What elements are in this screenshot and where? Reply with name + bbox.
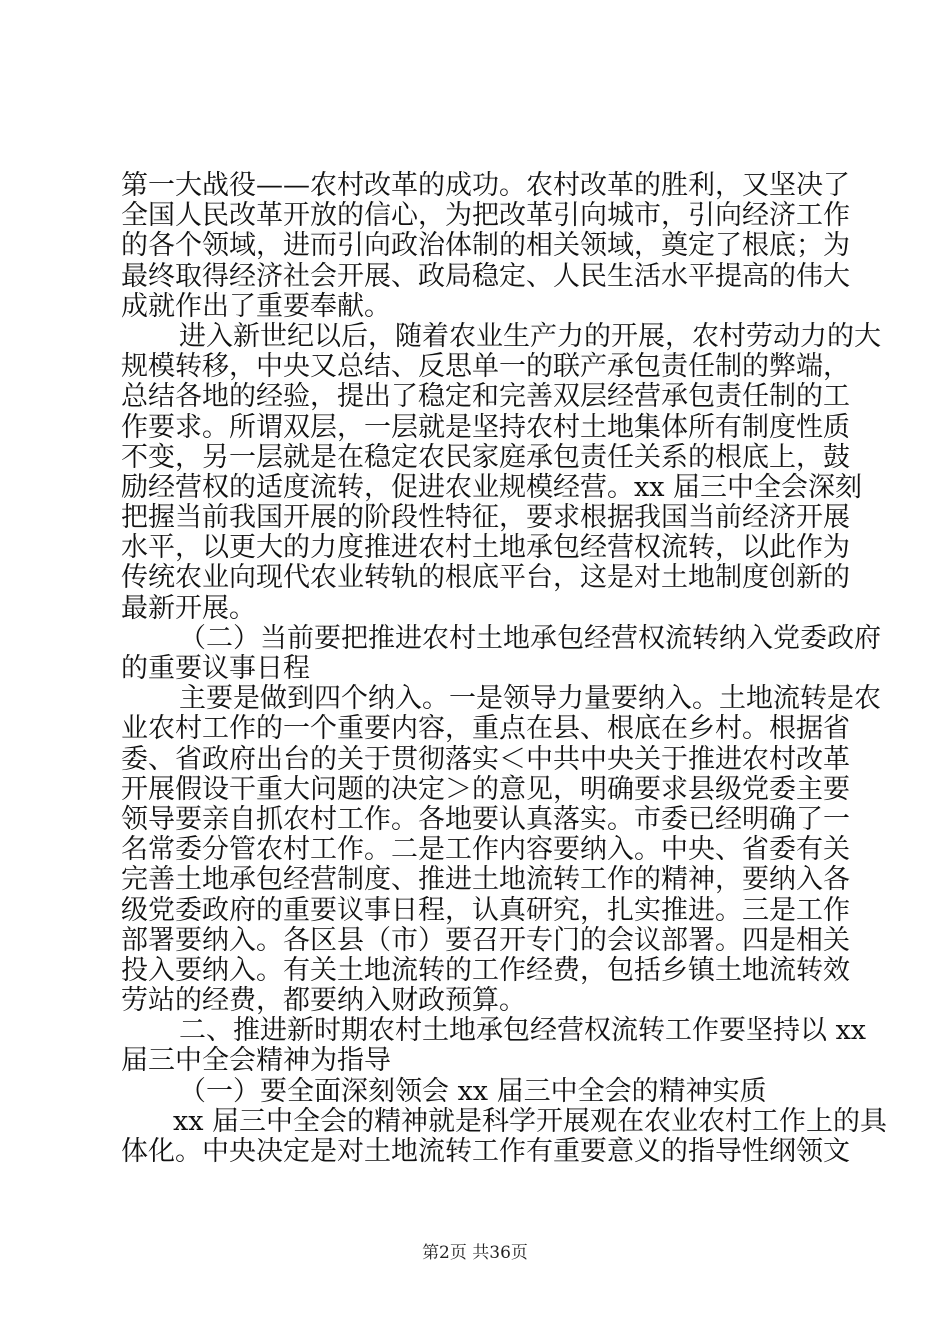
text-line: xx 届三中全会的精神就是科学开展观在农业农村工作上的具 [173,1105,888,1137]
text-line: 级党委政府的重要议事日程，认真研究，扎实推进。三是工作 [121,894,850,926]
text-line: 部署要纳入。各区县（市）要召开专门的会议部署。四是相关 [121,924,850,956]
text-line: 领导要亲自抓农村工作。各地要认真落实。市委已经明确了一 [121,803,850,835]
document-body [121,170,888,1167]
text-line: 届三中全会精神为指导 [121,1045,391,1077]
text-line: （一）要全面深刻领会 xx 届三中全会的精神实质 [179,1075,767,1107]
text-line: 总结各地的经验，提出了稳定和完善双层经营承包责任制的工 [121,381,850,413]
text-line: 把握当前我国开展的阶段性特征，要求根据我国当前经济开展 [121,502,850,534]
text-line: 主要是做到四个纳入。一是领导力量要纳入。土地流转是农 [179,683,881,715]
text-line: 的各个领域，进而引向政治体制的相关领域，奠定了根底；为 [121,230,850,262]
text-line: 最终取得经济社会开展、政局稳定、人民生活水平提高的伟大 [121,260,850,292]
text-line: 水平，以更大的力度推进农村土地承包经营权流转，以此作为 [121,532,850,564]
text-line: 第一大战役——农村改革的成功。农村改革的胜利，又坚决了 [121,170,850,201]
text-line: 投入要纳入。有关土地流转的工作经费，包括乡镇土地流转效 [121,954,850,986]
text-line: 二、推进新时期农村土地承包经营权流转工作要坚持以 xx [179,1015,867,1047]
text-line: 不变，另一层就是在稳定农民家庭承包责任关系的根底上，鼓 [121,441,850,473]
text-line: 体化。中央决定是对土地流转工作有重要意义的指导性纲领文 [121,1136,850,1167]
text-line: 励经营权的适度流转，促进农业规模经营。xx 届三中全会深刻 [121,471,863,503]
text-line: （二）当前要把推进农村土地承包经营权流转纳入党委政府 [179,622,881,654]
text-line: 劳站的经费，都要纳入财政预算。 [121,985,526,1017]
text-line: 名常委分管农村工作。二是工作内容要纳入。中央、省委有关 [121,834,850,866]
text-line: 作要求。所谓双层，一层就是坚持农村土地集体所有制度性质 [121,411,850,443]
text-line: 开展假设干重大问题的决定＞的意见，明确要求县级党委主要 [121,773,850,805]
text-line: 完善土地承包经营制度、推进土地流转工作的精神，要纳入各 [121,864,850,896]
text-line: 的重要议事日程 [121,653,310,684]
text-line: 传统农业向现代农业转轨的根底平台，这是对土地制度创新的 [121,562,850,594]
text-line: 最新开展。 [121,592,256,624]
text-line: 进入新世纪以后，随着农业生产力的开展，农村劳动力的大 [179,320,881,352]
text-line: 规模转移，中央又总结、反思单一的联产承包责任制的弊端， [121,351,850,383]
text-line: 全国人民改革开放的信心，为把改革引向城市，引向经济工作 [121,200,850,232]
text-line: 业农村工作的一个重要内容，重点在县、根底在乡村。根据省 [121,713,850,745]
text-line: 委、省政府出台的关于贯彻落实＜中共中央关于推进农村改革 [121,743,850,775]
page-footer: 第2页 共36页 [422,1243,528,1263]
text-line: 成就作出了重要奉献。 [121,290,391,322]
